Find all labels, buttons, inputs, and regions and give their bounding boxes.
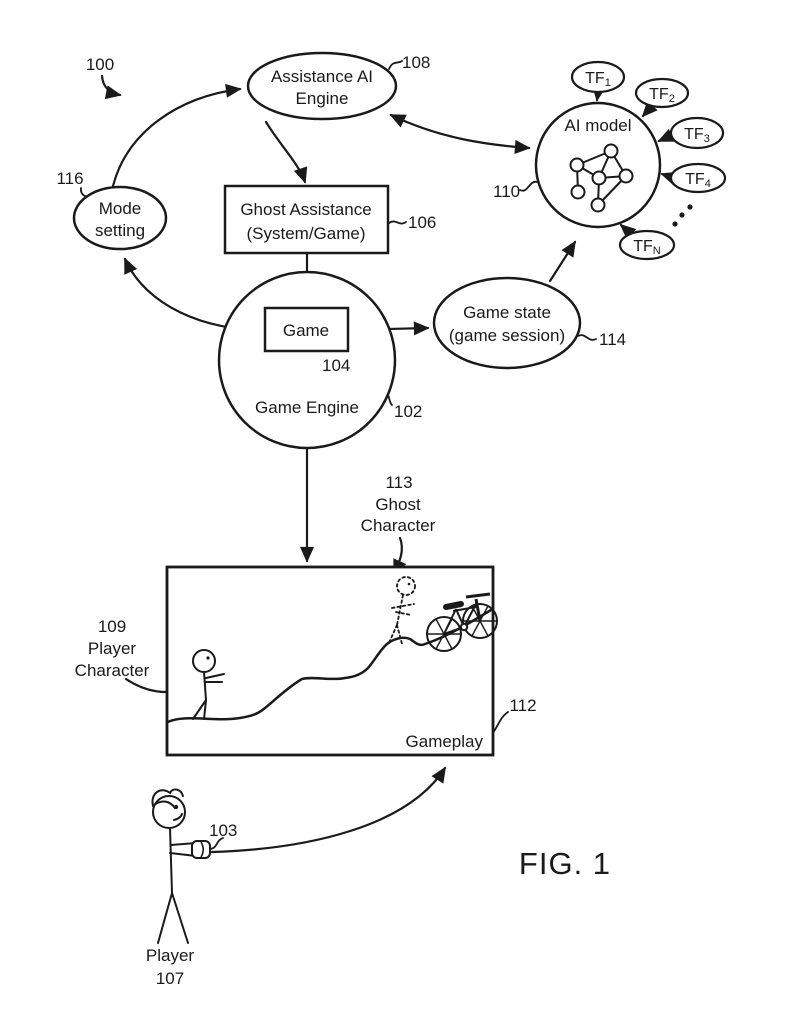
mode-setting-node xyxy=(56,169,166,249)
arrow-tfn-to-aimodel xyxy=(621,225,630,233)
game-engine-label: Game Engine xyxy=(255,398,359,417)
tf3-label: TF3 xyxy=(684,126,710,145)
arrow-tf3-to-aimodel xyxy=(659,136,670,141)
player-eye xyxy=(174,805,178,809)
game-engine-circle xyxy=(219,272,395,448)
game-engine-node xyxy=(219,272,422,448)
ghost-assistance-label-line1: Ghost Assistance xyxy=(240,200,372,219)
arrow-engine-aimodel-bidirectional xyxy=(391,115,529,148)
controller-figure xyxy=(192,841,210,858)
player-mouth xyxy=(174,814,182,820)
network-node xyxy=(571,159,584,172)
assistance-ai-engine-label-line1: Assistance AI xyxy=(270,67,374,86)
player-character-callout xyxy=(75,617,150,680)
player-character-label-line2: Character xyxy=(74,661,150,680)
tf1-label: TF1 xyxy=(585,70,611,89)
ref-102: 102 xyxy=(394,402,423,421)
ref-100: 100 xyxy=(85,55,115,74)
ref-106: 106 xyxy=(408,213,437,232)
network-node xyxy=(592,199,605,212)
arrow-tf4-to-aimodel xyxy=(662,174,671,177)
arrow-tf1-to-aimodel xyxy=(597,93,598,100)
player-figure xyxy=(146,789,237,988)
ai-model-node xyxy=(493,103,660,227)
ref-113: 113 xyxy=(385,473,413,492)
game-state-node xyxy=(434,278,626,368)
tf4-label: TF4 xyxy=(685,171,711,190)
ref-112: 112 xyxy=(509,696,537,715)
ghost-character-label-line1: Ghost xyxy=(375,495,421,514)
arrow-controller-to-gameplay xyxy=(212,768,445,852)
mode-setting-label-line1: Mode xyxy=(98,199,142,218)
network-node xyxy=(572,186,585,199)
gameplay-label: Gameplay xyxy=(405,732,483,751)
ghost-assistance-node xyxy=(225,186,436,253)
mode-setting-label-line2: setting xyxy=(94,221,146,240)
game-state-label-line2: (game session) xyxy=(448,326,566,345)
ghost-assistance-label-line2: (System/Game) xyxy=(246,224,366,243)
ref-line-106 xyxy=(389,221,406,223)
arrow-engine-to-ghost-assist xyxy=(266,122,305,182)
player-label: Player xyxy=(145,946,195,965)
figure-label: FIG. 1 xyxy=(518,846,612,881)
ref-109: 109 xyxy=(97,617,127,636)
ref-103: 103 xyxy=(209,821,238,840)
gameplay-screen xyxy=(167,567,497,755)
assistance-ai-engine-ellipse xyxy=(248,53,396,119)
ref-104: 104 xyxy=(322,356,351,375)
assistance-ai-engine-label-line2: Engine xyxy=(295,89,349,108)
arrow-tf2-to-aimodel xyxy=(643,106,652,116)
tf-ellipsis-dots xyxy=(672,204,692,226)
ref-114: 114 xyxy=(599,330,627,349)
game-state-ellipse xyxy=(434,278,580,368)
ref-line-114 xyxy=(578,335,596,340)
tfn-label: TFN xyxy=(633,238,661,257)
player-character-label-line1: Player xyxy=(87,639,137,658)
ghost-character-label-line2: Character xyxy=(360,516,436,535)
ref-108: 108 xyxy=(402,53,431,72)
network-node xyxy=(593,172,606,185)
arrow-mode-to-engine xyxy=(113,89,240,186)
ref-107: 107 xyxy=(155,969,185,988)
network-node xyxy=(620,170,633,183)
game-label: Game xyxy=(282,321,330,340)
assistance-ai-engine-node xyxy=(248,53,430,119)
ref-110: 110 xyxy=(493,182,521,201)
ai-model-label: AI model xyxy=(564,116,632,135)
ref-line-108 xyxy=(389,61,402,69)
ref-116: 116 xyxy=(56,169,84,188)
ghost-character-callout xyxy=(361,473,436,535)
ref-line-110 xyxy=(520,182,537,191)
arrow-game-state-to-aimodel xyxy=(550,242,575,281)
network-node xyxy=(605,145,618,158)
game-state-label-line1: Game state xyxy=(463,303,551,322)
tf2-label: TF2 xyxy=(649,86,675,105)
player-body-limbs xyxy=(158,828,196,943)
arrow-ref-100-pointer xyxy=(102,76,120,95)
